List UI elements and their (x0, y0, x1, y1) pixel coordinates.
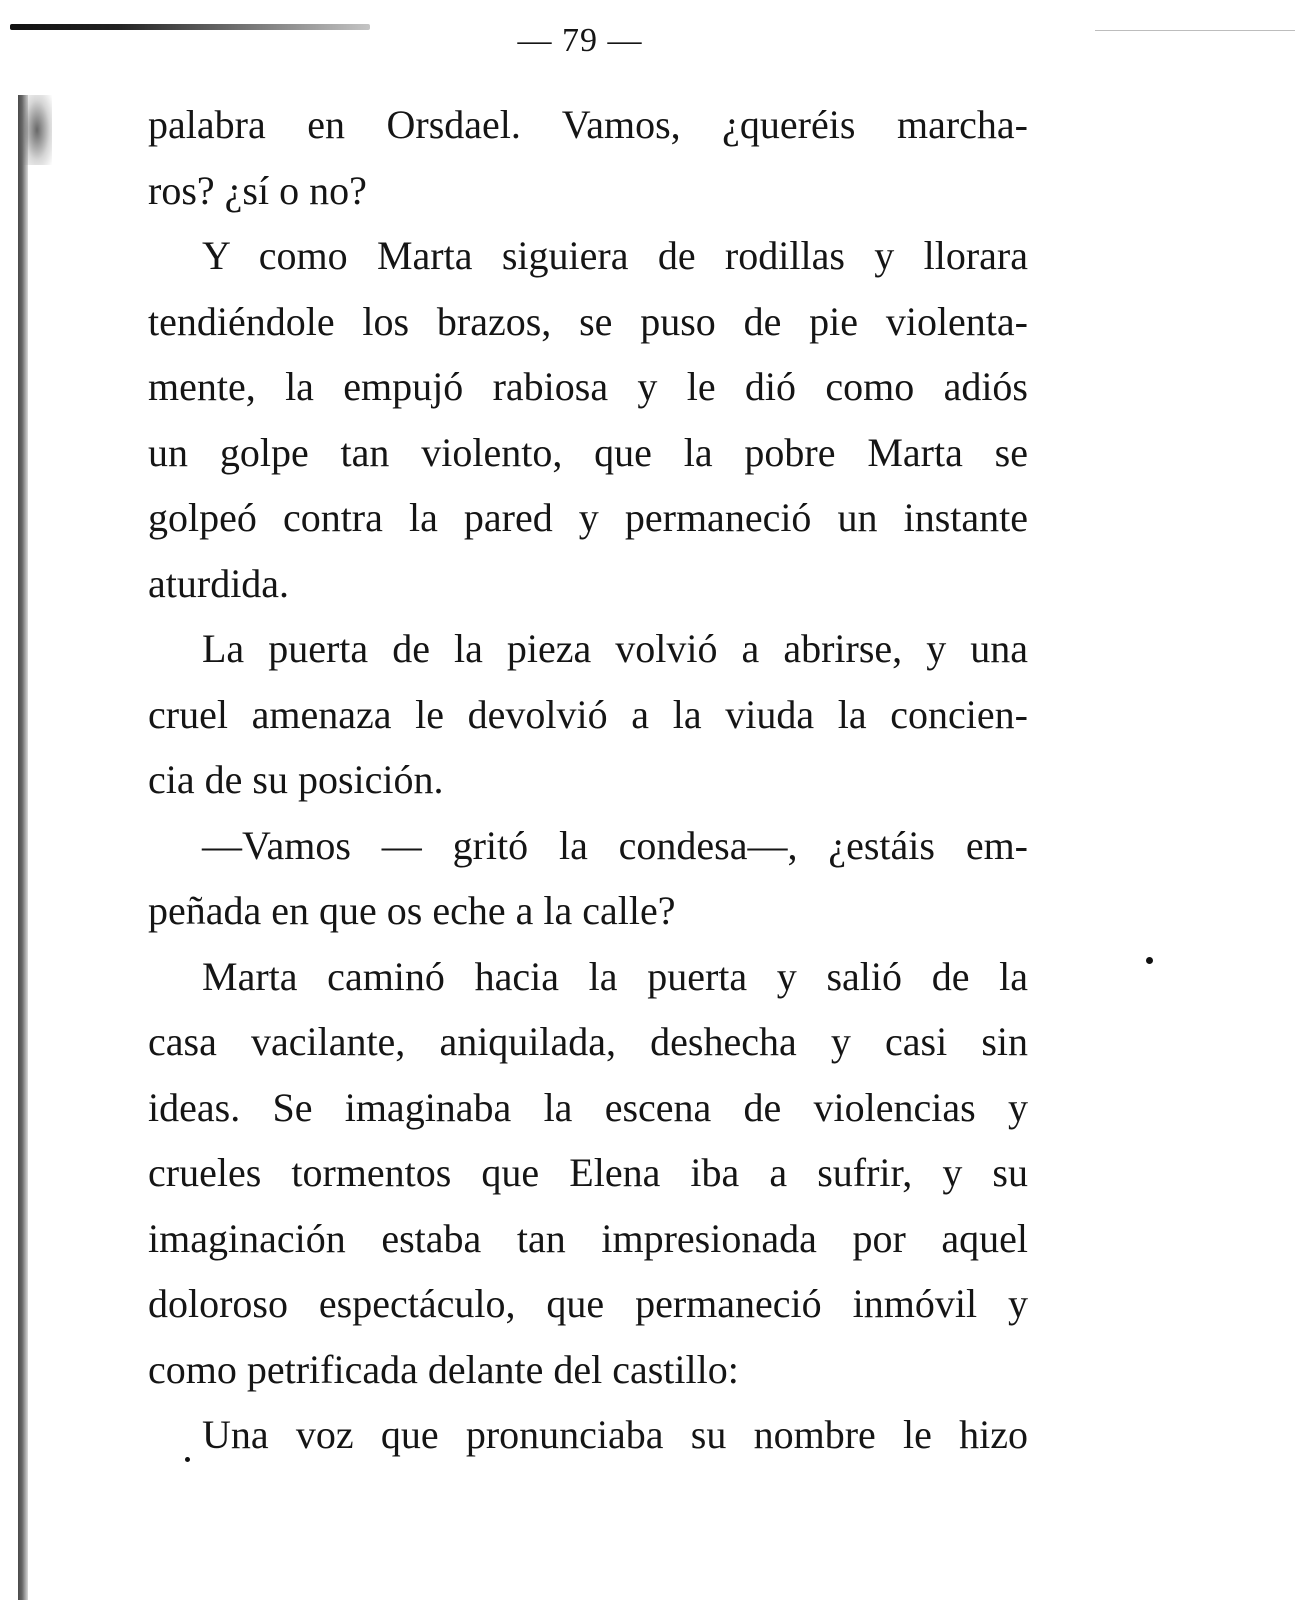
text-line: La puerta de la pieza volvió a abrirse, y una (202, 626, 1028, 671)
text-line: golpeó contra la pared y permaneció un instante (148, 495, 1028, 540)
text-line: palabra en Orsdael. Vamos, ¿queréis marcha- (148, 102, 1028, 147)
text-line: tendiéndole los brazos, se puso de pie violenta- (148, 298, 1028, 344)
scan-blot (22, 95, 52, 165)
text-line: como petrificada delante del castillo: (148, 1346, 739, 1392)
text-line: mente, la empujó rabiosa y le dió como adiós (148, 364, 1028, 409)
page-number: — 79 — (517, 22, 643, 59)
scan-speck (1146, 957, 1153, 964)
text-line: ideas. Se imaginaba la escena de violencias y (148, 1084, 1028, 1130)
text-line: cia de su posición. (148, 757, 444, 802)
text-line: cruel amenaza le devolvió a la viuda la concien- (148, 691, 1028, 737)
text-line: aturdida. (148, 560, 290, 606)
scan-edge-left (18, 95, 28, 1600)
text-line: un golpe tan violento, que la pobre Marta se (148, 429, 1028, 475)
text-line: casa vacilante, aniquilada, deshecha y casi sin (148, 1019, 1028, 1064)
text-line: crueles tormentos que Elena iba a sufrir, y su (148, 1150, 1028, 1195)
text-line: doloroso espectáculo, que permaneció inmóvil y (148, 1281, 1028, 1326)
text-line: Una voz que pronunciaba su nombre le hizo (202, 1412, 1028, 1457)
text-line: peñada en que os eche a la calle? (148, 888, 676, 933)
page-body (148, 92, 1028, 1468)
text-line: ros? ¿sí o no? (148, 167, 367, 213)
text-line: imaginación estaba tan impresionada por aquel (148, 1215, 1028, 1261)
text-line: Y como Marta siguiera de rodillas y llorara (202, 233, 1028, 278)
text-line: Marta caminó hacia la puerta y salió de la (202, 953, 1028, 999)
text-line: —Vamos — gritó la condesa—, ¿estáis em- (202, 822, 1028, 868)
